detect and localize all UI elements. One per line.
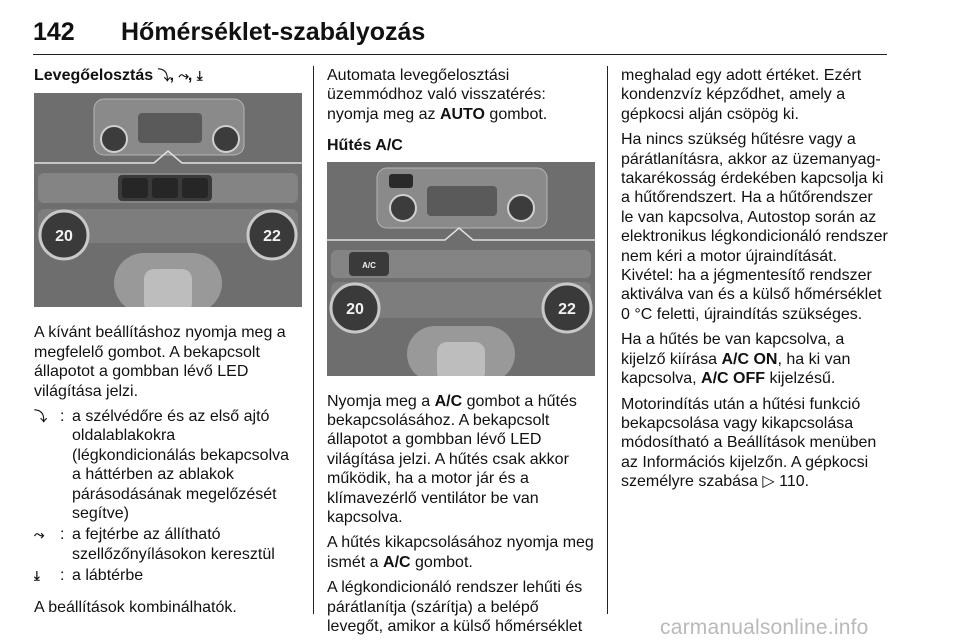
text: gombot. — [410, 553, 473, 571]
page-reference-icon[interactable]: ▷ — [762, 473, 775, 491]
text: Motorindítás után a hűtési funkció bekapcsolása vagy kikapcsolása módosítható a Beállítások menüben az Információs kijelzőn. A gépkocsi személyre szabása — [621, 395, 877, 491]
right-temperature-label: 22 — [263, 228, 281, 246]
section-heading-air-distribution: Levegőelosztás ⤵, ⤳, ⤓ — [34, 67, 202, 84]
text: gombot a hűtés bekapcsolásához. A bekapcsolt állapotot a gombban lévő LED világítása jelzi. A hűtés csak akkor működik, ha a motor jár és a klímavezérlő ventilátor be van kapcsolva. — [327, 392, 577, 527]
auto-button-ref: AUTO — [439, 105, 485, 123]
definition-item — [34, 407, 302, 523]
page-header — [33, 14, 887, 55]
definition-item — [34, 566, 302, 585]
text: A hűtés kikapcsolásához nyomja meg ismét a — [327, 534, 594, 571]
paragraph — [327, 533, 595, 572]
section-heading-cooling: Hűtés A/C — [327, 137, 403, 155]
right-temperature-label: 22 — [558, 300, 576, 318]
text: kijelzésű. — [765, 370, 836, 388]
face-air-icon: ⤳ — [178, 68, 188, 83]
colon: : — [60, 526, 65, 544]
text: Automata levegőelosztási üzemmódhoz való visszatérés: nyomja meg az — [327, 67, 546, 123]
text: , ha ki van kapcsolva, — [621, 350, 851, 388]
text: gombot. — [484, 105, 548, 123]
column-divider — [607, 66, 608, 614]
ac-button-ref: A/C — [434, 392, 463, 410]
paragraph: A beállítások kombinálhatók. — [34, 598, 237, 616]
definition-item — [34, 525, 302, 564]
climate-panel-illustration-air-distribution — [34, 93, 302, 307]
colon: : — [60, 567, 65, 585]
column-1 — [34, 66, 302, 623]
face-air-icon: ⤳ — [34, 527, 44, 543]
definition-text: a lábtérbe — [72, 567, 144, 585]
page-number: 142 — [33, 18, 75, 46]
ac-on-label: A/C ON — [721, 350, 778, 368]
text: Nyomja meg a — [327, 392, 435, 410]
windshield-feet-air-icon: ⤵ — [157, 68, 170, 83]
paragraph: Ha nincs szükség hűtésre vagy a párátlanításra, akkor az üzemanyag-takarékosság érdekében kapcsolja ki a hűtőrendszert. Ha a hűtőrendszer le van kapcsolva, Autostop során az elektronikus légkondicionáló rendszer nem kéri a motor újraindítását. Kivétel: ha a jégmentesítő rendszer aktiválva van és a külső hőmérséklet 0 °C feletti, újraindítás szükséges. — [621, 131, 888, 323]
left-temperature-label: 20 — [346, 300, 364, 318]
paragraph — [327, 392, 595, 528]
feet-air-icon: ⤓ — [34, 568, 39, 584]
column-2 — [327, 66, 595, 643]
text: Ha a hűtés be van kapcsolva, a kijelző kiírása — [621, 331, 845, 368]
windshield-feet-air-icon: ⤵ — [34, 409, 47, 425]
paragraph: meghalad egy adott értéket. Ezért kondenzvíz képződhet, amely a gépkocsi alján csöpög ki. — [621, 67, 862, 123]
paragraph — [621, 395, 889, 492]
ac-button-ref: A/C — [383, 553, 411, 571]
ac-button-label: A/C — [362, 260, 376, 270]
column-3 — [621, 66, 889, 498]
ac-off-label: A/C OFF — [701, 370, 766, 388]
paragraph — [327, 66, 595, 124]
climate-panel-illustration-ac — [327, 162, 595, 376]
column-divider — [313, 66, 314, 614]
page-title: Hőmérséklet-szabályozás — [121, 18, 426, 46]
watermark: carmanualsonline.info — [660, 616, 869, 639]
definition-text: a szélvédőre és az első ajtó oldalablakokra (légkondicionálás bekapcsolva a háttérben az ablakok párásodásának megelőzését segítve) — [72, 408, 290, 523]
climate-panel-labels — [34, 93, 302, 307]
left-temperature-label: 20 — [55, 228, 73, 246]
climate-panel-labels — [327, 162, 595, 376]
paragraph — [621, 330, 889, 388]
page-reference-number[interactable]: 110. — [774, 473, 810, 491]
colon: : — [60, 408, 65, 426]
feet-air-icon: ⤓ — [196, 68, 202, 83]
definition-text: a fejtérbe az állítható szellőzőnyílásokon keresztül — [72, 526, 275, 563]
paragraph: A légkondicionáló rendszer lehűti és párátlanítja (szárítja) a belépő levegőt, amikor a külső hőmérséklet — [327, 579, 583, 636]
heading-text: Levegőelosztás — [34, 67, 154, 84]
paragraph: A kívánt beállításhoz nyomja meg a megfelelő gombot. A bekapcsolt állapotot a gombban lévő LED világítása jelzi. — [34, 324, 286, 400]
